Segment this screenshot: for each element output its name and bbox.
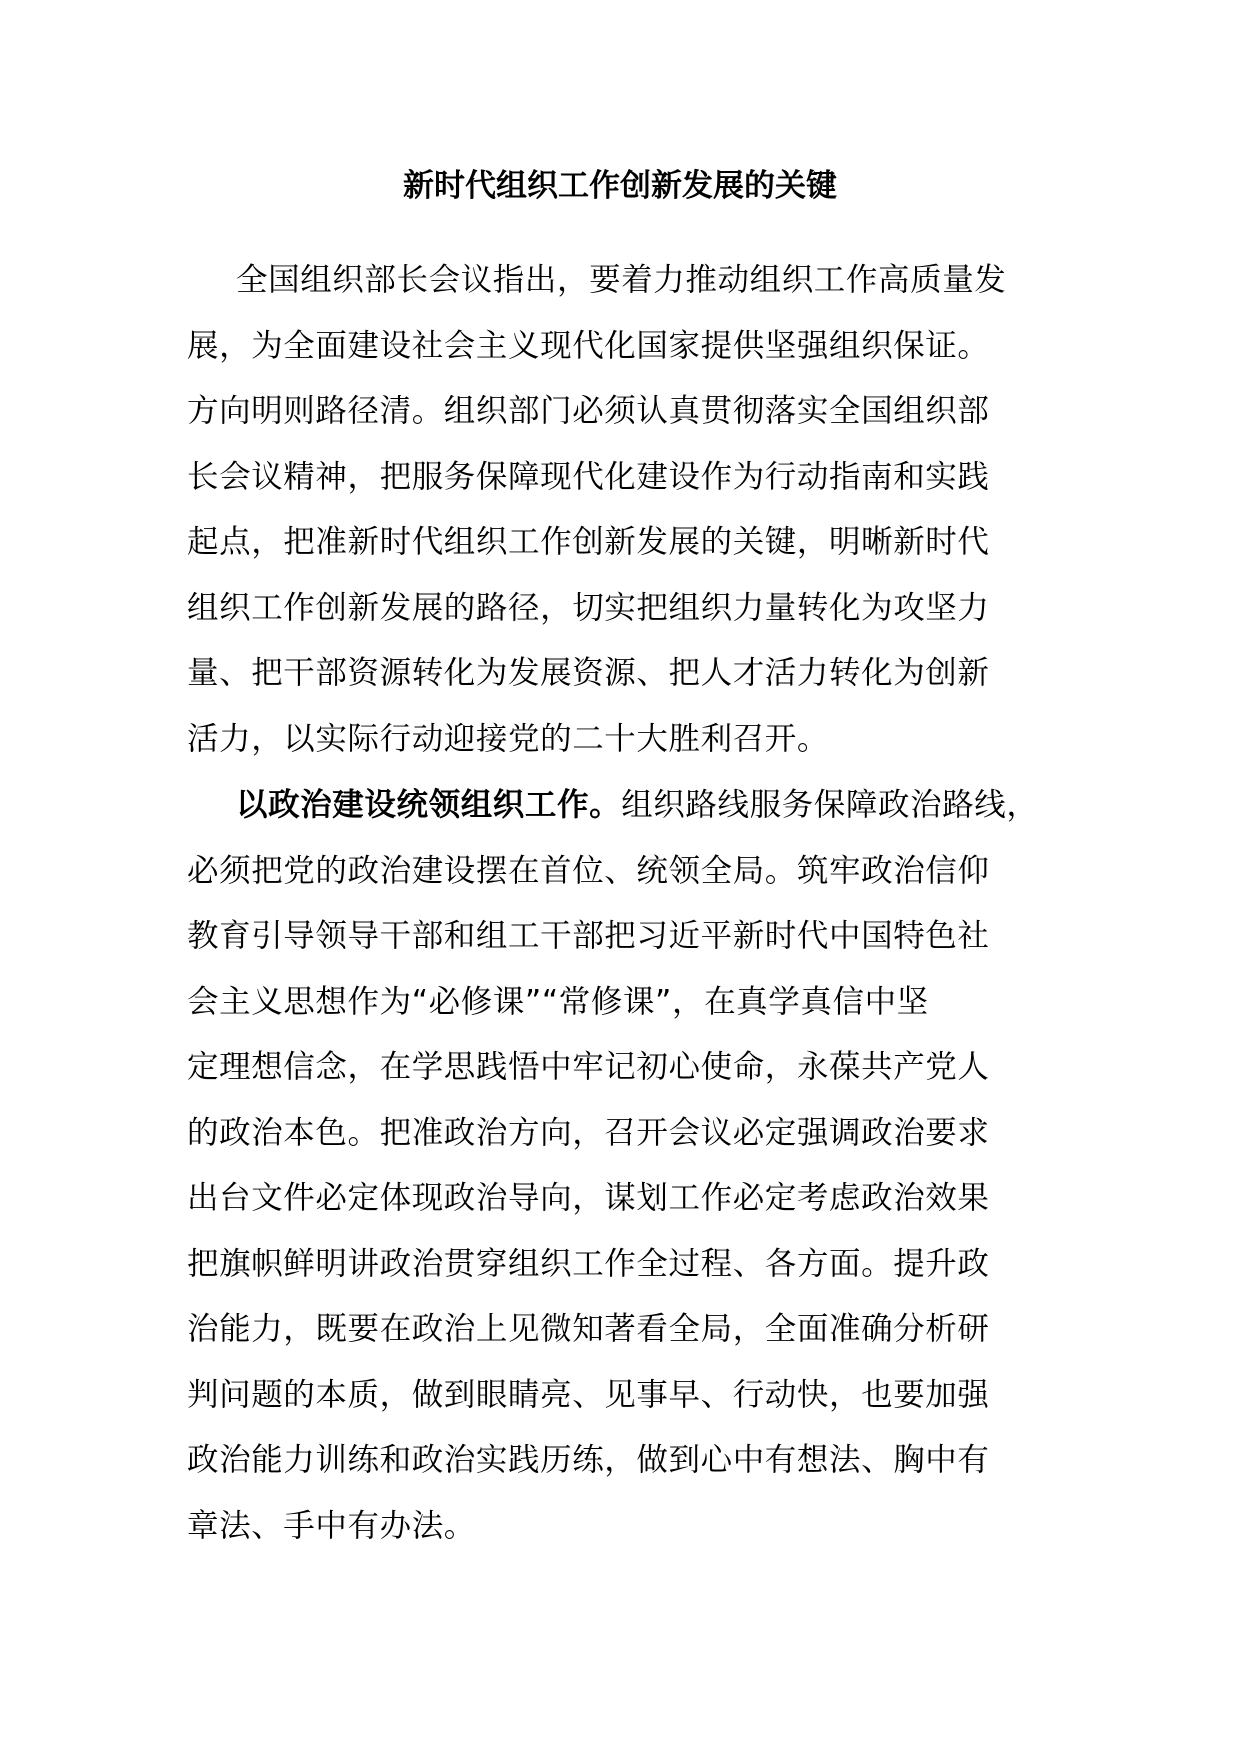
paragraph-line: 会主义思想作为“必修课”“常修课”，在真学真信中坚: [187, 983, 929, 1020]
paragraph-line: 治能力，既要在政治上见微知著看全局，全面准确分析研: [187, 1311, 990, 1347]
paragraph-text: 组织路线服务保障政治路线，: [621, 787, 1039, 823]
paragraph-line: 活力，以实际行动迎接党的二十大胜利召开。: [187, 720, 830, 757]
paragraph-line: 长会议精神，把服务保障现代化建设作为行动指南和实践: [187, 458, 990, 495]
paragraph-first-line: [187, 773, 1087, 839]
section-heading: 以政治建设统领组织工作。: [236, 787, 622, 823]
paragraph-line: 量、把干部资源转化为发展资源、把人才活力转化为创新: [187, 655, 990, 691]
paragraph-line: 方向明则路径清。组织部门必须认真贯彻落实全国组织部: [187, 393, 990, 429]
paragraph-line: 展，为全面建设社会主义现代化国家提供坚强组织保证。: [187, 327, 990, 364]
paragraph-line: 章法、手中有办法。: [187, 1507, 476, 1544]
paragraph-line: 把旗帜鲜明讲政治贯穿组织工作全过程、各方面。提升政: [187, 1245, 990, 1282]
paragraph-political-building: [187, 773, 1087, 1559]
paragraph-line: 定理想信念，在学思践悟中牢记初心使命，永葆共产党人: [187, 1049, 990, 1085]
paragraph-line: 起点，把准新时代组织工作创新发展的关键，明晰新时代: [187, 524, 990, 560]
paragraph-line: 判问题的本质，做到眼睛亮、见事早、行动快，也要加强: [187, 1376, 990, 1413]
paragraph-line: 全国组织部长会议指出，要着力推动组织工作高质量发: [236, 262, 1007, 298]
paragraph-line: 教育引导领导干部和组工干部把习近平新时代中国特色社: [187, 918, 990, 954]
paragraph-line: 必须把党的政治建设摆在首位、统领全局。筑牢政治信仰: [187, 852, 990, 889]
paragraph-intro: [187, 248, 1087, 772]
paragraph-line: 组织工作创新发展的路径，切实把组织力量转化为攻坚力: [187, 589, 990, 626]
paragraph-line: 的政治本色。把准政治方向，召开会议必定强调政治要求: [187, 1114, 990, 1151]
document-title: 新时代组织工作创新发展的关键: [403, 168, 837, 204]
paragraph-line: 政治能力训练和政治实践历练，做到心中有想法、胸中有: [187, 1442, 990, 1478]
paragraph-line: 出台文件必定体现政治导向，谋划工作必定考虑政治效果: [187, 1180, 990, 1216]
